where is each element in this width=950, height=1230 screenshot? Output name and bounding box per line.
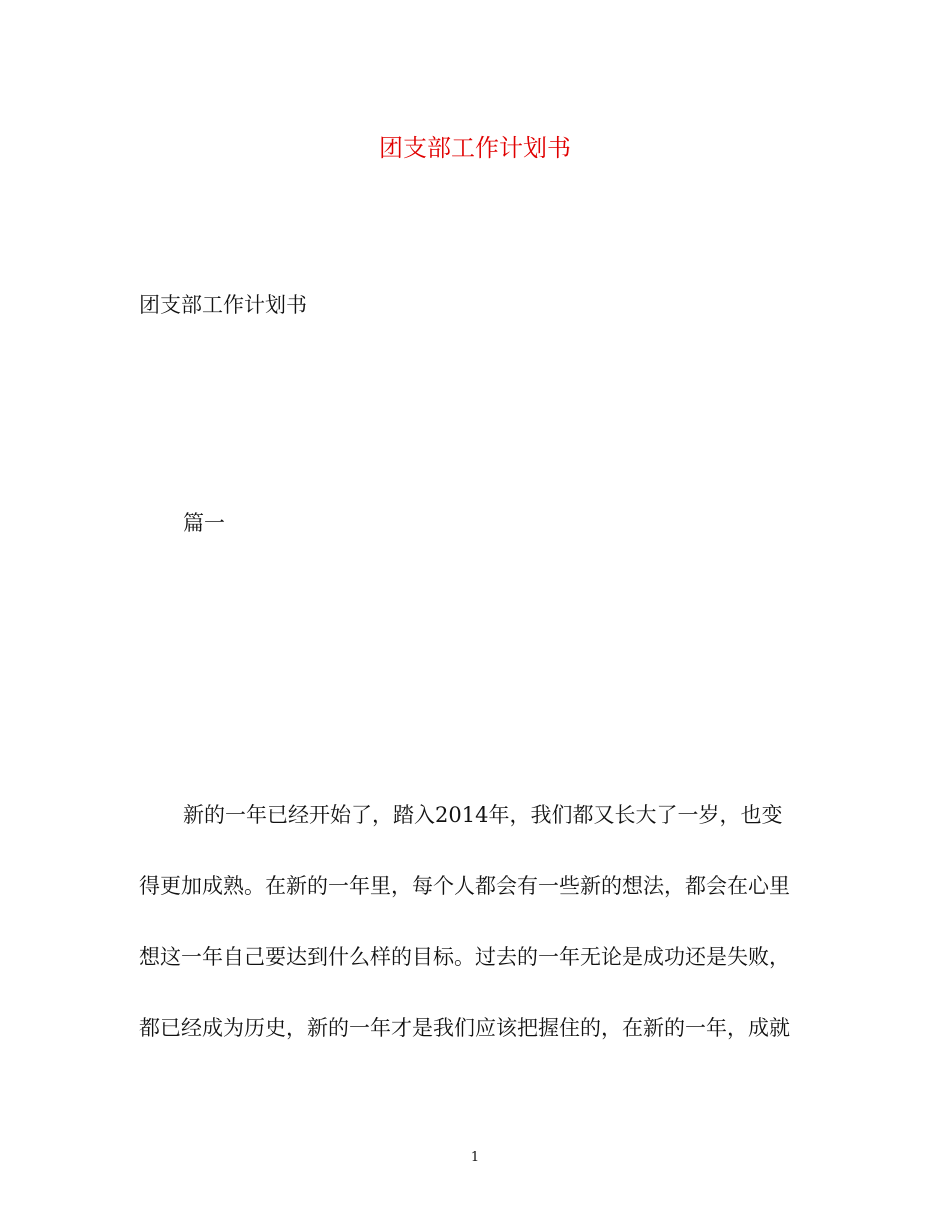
document-subtitle: 团支部工作计划书 — [139, 293, 307, 317]
section-label: 篇一 — [183, 511, 225, 535]
page-number: 1 — [470, 1150, 480, 1165]
paragraph-line: 新的一年已经开始了，踏入2014年，我们都又长大了一岁，也变 — [183, 803, 783, 827]
paragraph-line: 都已经成为历史，新的一年才是我们应该把握住的，在新的一年，成就 — [139, 1016, 790, 1040]
body-paragraph — [139, 797, 814, 1081]
document-title: 团支部工作计划书 — [379, 134, 571, 162]
paragraph-line: 想这一年自己要达到什么样的目标。过去的一年无论是成功还是失败， — [139, 945, 790, 969]
paragraph-line: 得更加成熟。在新的一年里，每个人都会有一些新的想法，都会在心里 — [139, 874, 790, 898]
